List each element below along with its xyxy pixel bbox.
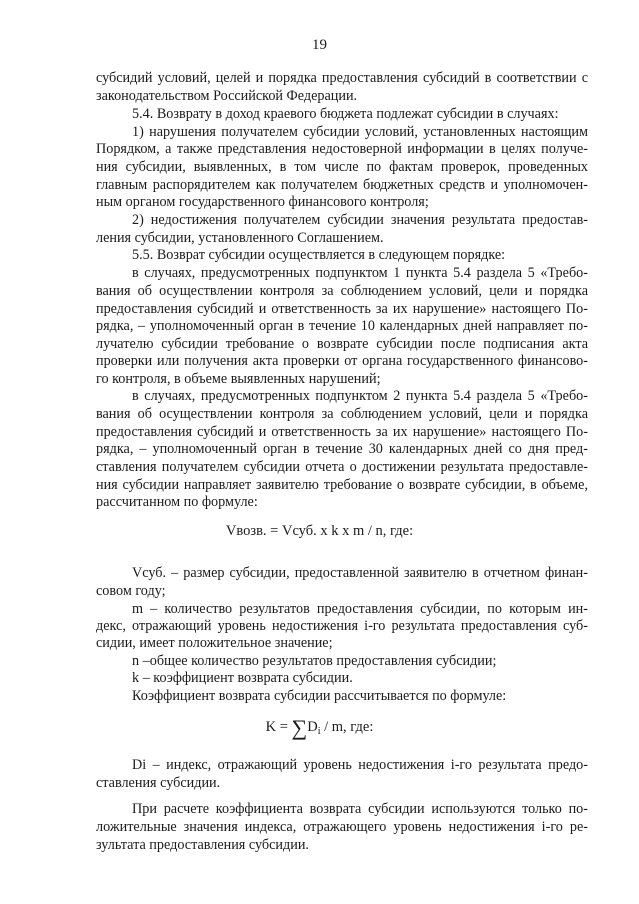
text-line: сидии, имеет положительное значение; — [96, 635, 333, 651]
text-line: Di – индекс, отражающий уровень недостижения i-го результата предо- — [132, 757, 588, 773]
text-line: n –общее количество результатов предоставления субсидии; — [132, 653, 497, 669]
text-line: 2) недостижения получателем субсидии значения результата предостав- — [132, 212, 588, 228]
text-line: зультата предоставления субсидии. — [96, 837, 309, 853]
text-line: Коэффициент возврата субсидии рассчитывается по формуле: — [132, 688, 507, 704]
text-line: ным органом государственного финансового контроля; — [96, 194, 429, 210]
text-line: ставления получателем субсидии отчета о достижении результата предоставле- — [96, 459, 588, 475]
text-line: k – коэффициент возврата субсидии. — [132, 670, 353, 686]
formula-rest: / m, где: — [320, 719, 374, 735]
formula-d: D — [307, 719, 318, 735]
text-line: го контроля, в объеме выявленных нарушений; — [96, 371, 381, 387]
text-line: вания об осуществлении контроля за соблюдением условий, цели и порядка — [96, 283, 588, 299]
text-line: 1) нарушения получателем субсидии условий, установленных настоящим — [132, 124, 588, 140]
formula-coefficient — [0, 715, 639, 741]
text-line: 5.5. Возврат субсидии осуществляется в следующем порядке: — [132, 247, 506, 263]
formula-subscript: i — [317, 726, 321, 737]
text-line: При расчете коэффициента возврата субсидии используются только по- — [132, 801, 588, 817]
text-line: вания об осуществлении контроля за соблюдением условий, цели и порядка — [96, 406, 588, 422]
text-line: главным распорядителем как получателем бюджетных средств и уполномочен- — [96, 177, 588, 193]
text-line: лучателю субсидии требование о возврате субсидии после подписания акта — [96, 336, 588, 352]
text-line: декс, отражающий уровень недостижения i-го результата предоставления суб- — [96, 618, 588, 634]
text-line: в случаях, предусмотренных подпунктом 1 пункта 5.4 раздела 5 «Требо- — [132, 265, 588, 281]
formula-lhs: K = — [265, 719, 292, 735]
text-line: ния субсидии, выявленных, в том числе по фактам проверок, проведенных — [96, 159, 588, 175]
text-line: рядка, – уполномоченный орган в течение 10 календарных дней направляет по- — [96, 318, 588, 334]
text-line: в случаях, предусмотренных подпунктом 2 пункта 5.4 раздела 5 «Требо- — [132, 388, 588, 404]
text-line: ставления субсидии. — [96, 775, 221, 791]
text-line: предоставления субсидий и ответственность за их нарушение» настоящего По- — [96, 424, 588, 440]
sum-symbol: ∑ — [291, 715, 308, 740]
text-line: Vсуб. – размер субсидии, предоставленной заявителю в отчетном финан- — [132, 565, 588, 581]
page-number: 19 — [312, 37, 327, 53]
text-line: ления субсидии, установленного Соглашением. — [96, 230, 384, 246]
text-line: ложительные значения индекса, отражающего уровень недостижения i-го ре- — [96, 819, 588, 835]
text-line: m – количество результатов предоставления субсидии, по которым ин- — [132, 601, 588, 617]
text-line: рядка, – уполномоченный орган в течение 30 календарных дней со дня пред- — [96, 441, 588, 457]
text-line: 5.4. Возврату в доход краевого бюджета подлежат субсидии в случаях: — [132, 106, 559, 122]
text-line: Порядком, а также представления недостоверной информации в целях получе- — [96, 141, 588, 157]
text-line: совом году; — [96, 583, 166, 599]
text-line: рассчитанном по формуле: — [96, 494, 258, 510]
text-line: субсидий условий, целей и порядка предоставления субсидий в соответствии с — [96, 70, 588, 86]
text-line: ния субсидии направляет заявителю требование о возврате субсидии, в объеме, — [96, 477, 588, 493]
text-line: законодательством Российской Федерации. — [96, 88, 358, 104]
text-line: проверки или получения акта проверки от органа государственного финансово- — [96, 353, 588, 369]
text-line: предоставления субсидий и ответственность за их нарушение» настоящего По- — [96, 301, 588, 317]
formula-volume-return: Vвозв. = Vсуб. x k x m / n, где: — [225, 523, 414, 539]
